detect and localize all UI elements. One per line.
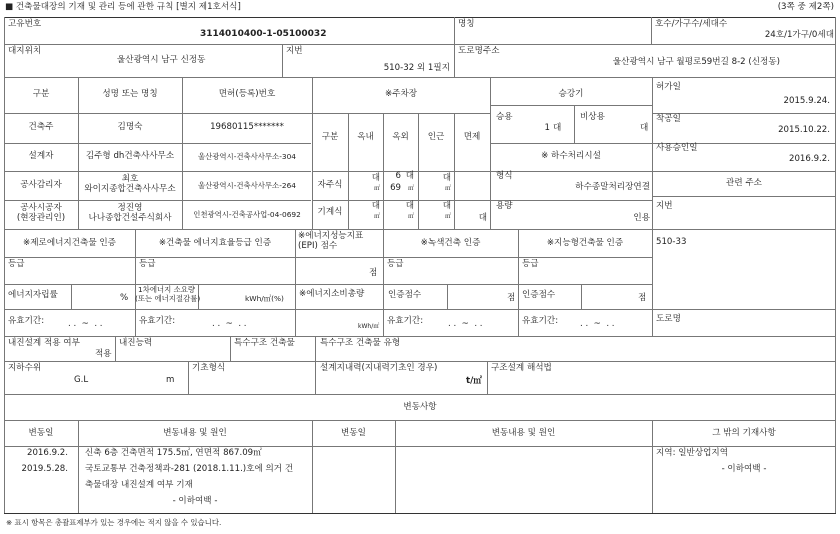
- grade-label: 등급: [8, 259, 25, 269]
- change-content: 신축 6층 건축면적 175.5㎡, 연면적 867.09㎡: [85, 448, 262, 458]
- parking-title: ※주차장: [384, 89, 418, 99]
- units-value: 24호/1가구/0세대: [764, 30, 834, 40]
- intelligent-cert: ※지능형건축물 인증: [546, 238, 624, 248]
- parking-self-outdoor-area: 69: [390, 183, 401, 193]
- elevator-passenger-label: 승용: [496, 112, 513, 122]
- parking-header: 옥외: [392, 132, 409, 142]
- parking-unit: 대: [442, 173, 451, 183]
- related-address-title: 관련 주소: [726, 178, 762, 188]
- name-label: 명칭: [458, 19, 475, 29]
- valid-period-label: 유효기간:: [139, 316, 176, 326]
- end-mark: - 이하여백 -: [172, 496, 218, 506]
- self-sufficiency-label: 에너지자립률: [8, 290, 58, 300]
- grade-label: 등급: [522, 259, 539, 269]
- form-regulation-title: ■ 건축물대장의 기재 및 관리 등에 관한 규칙 [별지 제1호서식]: [5, 2, 241, 12]
- elevator-passenger-unit: 대: [553, 123, 562, 133]
- page-indicator: (3쪽 중 제2쪽): [777, 2, 834, 12]
- sewage-type-label: 형식: [496, 171, 513, 181]
- cert-score-label: 인증점수: [522, 290, 556, 300]
- score-unit: 점: [369, 268, 378, 278]
- parking-header: 옥내: [357, 132, 374, 142]
- elevator-passenger-count: 1: [544, 123, 550, 133]
- special-structure-type-label: 특수구조 건축물 유형: [320, 338, 401, 348]
- parking-unit: ㎡: [373, 185, 380, 192]
- permit-date-value: 2015.9.24.: [783, 96, 830, 106]
- lot-value: 510-32 외 1필지: [383, 63, 450, 73]
- permit-date-label: 허가일: [656, 82, 681, 92]
- valid-period-value: . . ~ . .: [448, 319, 483, 329]
- people-license: 인천광역시-건축공사업-04-0692: [193, 210, 301, 219]
- approval-date-value: 2016.9.2.: [788, 154, 830, 164]
- elevator-title: 승강기: [558, 89, 584, 99]
- people-name: 김주형 dh건축사사무소: [85, 151, 175, 161]
- groundwater-label: 지하수위: [8, 363, 42, 373]
- change-content: 국토교통부 건축정책과-281 (2018.1.11.)호에 의거 건: [85, 464, 294, 474]
- people-name: 최호 와이지종합건축사사무소: [84, 174, 176, 194]
- bearing-unit: t/㎡: [466, 376, 482, 386]
- change-date-header: 변동일: [341, 428, 366, 438]
- parking-unit: ㎡: [444, 213, 451, 220]
- structural-analysis-label: 구조설계 해석법: [491, 363, 552, 373]
- parking-unit: 대: [405, 171, 414, 181]
- green-cert: ※녹색건축 인증: [420, 238, 481, 248]
- percent-unit: %: [120, 293, 129, 303]
- people-role: 설계자: [28, 151, 54, 161]
- approval-date-label: 사용승인일: [656, 143, 698, 153]
- valid-period-label: 유효기간:: [522, 316, 559, 326]
- people-header-gubun: 구분: [32, 89, 50, 99]
- people-role: 공사시공자 (현장관리인): [16, 203, 66, 223]
- seismic-design-label: 내진설계 적용 여부: [8, 338, 80, 348]
- unique-no-label: 고유번호: [8, 19, 42, 29]
- grade-label: 등급: [387, 259, 404, 269]
- people-name: 김명숙: [117, 122, 143, 132]
- valid-period-label: 유효기간:: [8, 316, 45, 326]
- kwh-unit: kWh/㎡(%): [245, 294, 284, 303]
- change-content: 축물대장 내진설계 여부 기재: [85, 480, 193, 490]
- grade-label: 등급: [139, 259, 156, 269]
- parking-self-outdoor-count: 6: [395, 171, 401, 181]
- bearing-capacity-label: 설계지내력(지내력기초인 경우): [320, 363, 438, 373]
- lot-label: 지번: [286, 46, 303, 56]
- people-role: 건축주: [28, 122, 54, 132]
- parking-unit: ㎡: [407, 185, 414, 192]
- people-header-name: 성명 또는 명칭: [102, 89, 158, 99]
- people-header-license: 면허(등록)번호: [218, 89, 276, 99]
- groundwater-value: G.L: [74, 375, 89, 385]
- parking-header: 구분: [321, 132, 339, 142]
- change-date: 2016.9.2.: [26, 448, 68, 458]
- related-lot-value: 510-33: [656, 237, 687, 247]
- energy-consumption-label: ※에너지소비총량: [299, 289, 365, 299]
- foundation-label: 기초형식: [192, 363, 226, 373]
- site-label: 대지위치: [8, 46, 42, 56]
- epi-score: ※에너지성능지표(EPI) 점수: [298, 231, 364, 251]
- kwh-unit-small: kWh/㎡: [358, 323, 380, 330]
- parking-self-label: 자주식: [317, 180, 343, 190]
- parking-unit: 대: [371, 201, 380, 211]
- parking-header: 인근: [427, 132, 445, 142]
- change-content-header: 변동내용 및 원인: [491, 428, 556, 438]
- groundwater-unit: m: [166, 375, 175, 385]
- score-unit: 점: [638, 293, 647, 303]
- elevator-emergency-unit: 대: [640, 123, 649, 133]
- parking-exempt-unit: 대: [478, 213, 487, 223]
- start-date-value: 2015.10.22.: [778, 125, 830, 135]
- parking-header: 면제: [463, 132, 481, 142]
- valid-period-label: 유효기간:: [387, 316, 424, 326]
- units-label: 호수/가구수/세대수: [655, 19, 728, 29]
- score-unit: 점: [507, 293, 516, 303]
- unique-no-value: 3114010400-1-05100032: [200, 29, 327, 39]
- primary-energy-label: 1차에너지 소요량 (또는 에너지절감률): [135, 285, 201, 303]
- sewage-title: ※ 하수처리시설: [541, 151, 601, 161]
- change-date-header: 변동일: [28, 428, 54, 438]
- special-structure-label: 특수구조 건축물: [234, 338, 295, 348]
- change-date: 2019.5.28.: [21, 464, 68, 474]
- parking-unit: ㎡: [373, 213, 380, 220]
- people-license: 울산광역시-건축사사무소-304: [198, 152, 296, 161]
- road-value: 울산광역시 남구 월평로59번길 8-2 (신정동): [612, 57, 780, 67]
- sewage-capacity-label: 용량: [496, 201, 513, 211]
- footnote: ※ 표시 항목은 총괄표제부가 있는 경우에는 적지 않을 수 있습니다.: [6, 518, 222, 527]
- valid-period-value: . . ~ . .: [212, 319, 247, 329]
- valid-period-value: . . ~ . .: [580, 319, 615, 329]
- sewage-type-value: 하수종말처리장연결: [575, 182, 650, 192]
- parking-unit: 대: [405, 201, 414, 211]
- zero-energy-cert: ※제로에너지건축물 인증: [23, 238, 116, 248]
- sewage-capacity-value: 인용: [633, 213, 650, 223]
- efficiency-cert: ※건축물 에너지효율등급 인증: [158, 238, 272, 248]
- parking-unit: 대: [371, 173, 380, 183]
- parking-unit: ㎡: [444, 185, 451, 192]
- start-date-label: 착공일: [656, 114, 681, 124]
- related-lot-label: 지번: [656, 201, 673, 211]
- related-road-label: 도로명: [656, 314, 681, 324]
- site-value: 울산광역시 남구 신정동: [117, 55, 206, 65]
- parking-unit: 대: [442, 201, 451, 211]
- changes-title: 변동사항: [403, 402, 437, 412]
- valid-period-value: . . ~ . .: [68, 319, 103, 329]
- parking-mech-label: 기계식: [317, 207, 343, 217]
- other-notes-line: 지역: 일반상업지역: [656, 448, 729, 458]
- cert-score-label: 인증점수: [388, 290, 422, 300]
- change-content-header: 변동내용 및 원인: [163, 428, 227, 438]
- other-notes-end-mark: - 이하여백 -: [721, 464, 767, 474]
- road-label: 도로명주소: [458, 46, 500, 56]
- parking-unit: ㎡: [407, 213, 414, 220]
- seismic-capacity-label: 내진능력: [119, 338, 153, 348]
- elevator-emergency-label: 비상용: [580, 112, 605, 122]
- people-role: 공사감리자: [20, 180, 62, 190]
- other-notes-header: 그 밖의 기재사항: [712, 428, 776, 438]
- people-license: 19680115*******: [210, 122, 284, 132]
- people-license: 울산광역시-건축사사무소-264: [198, 181, 296, 190]
- seismic-design-value: 적용: [95, 349, 112, 359]
- people-name: 정진영 나나종합건설주식회사: [88, 203, 172, 223]
